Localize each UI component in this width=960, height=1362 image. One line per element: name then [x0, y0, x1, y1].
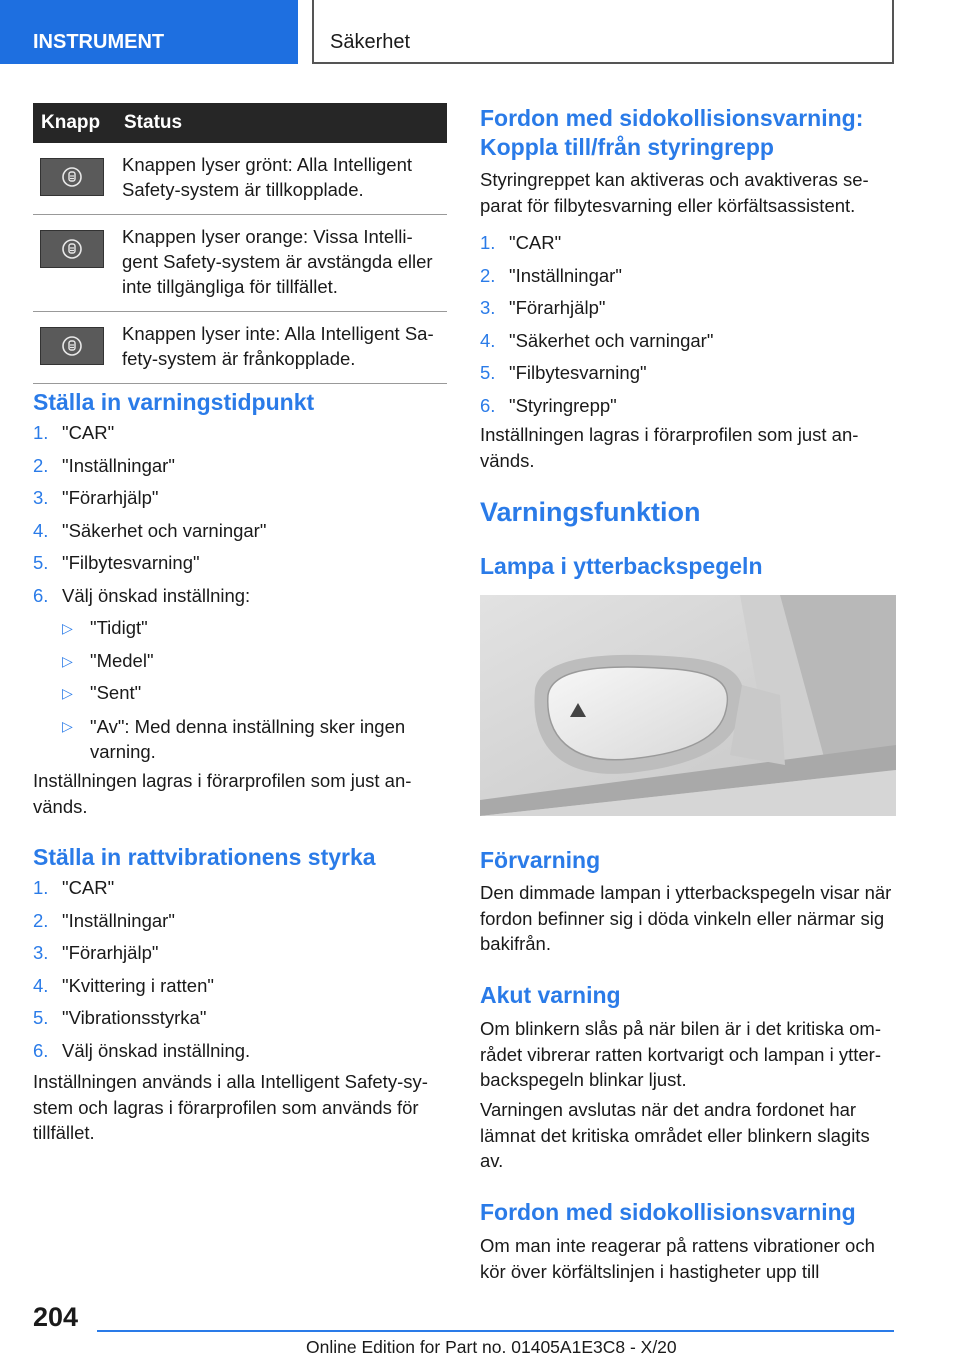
list-item: 5. "Vibrationsstyrka" [33, 1007, 207, 1028]
safety-button-icon [40, 158, 104, 196]
list-item: 6. "Styringrepp" [480, 394, 617, 416]
triangle-bullet-icon: ▷ [62, 652, 73, 669]
list-item: 2. "Inställningar" [480, 264, 622, 286]
footer-divider [97, 1330, 894, 1332]
sidokollision-text: Om man inte reagerar på rattens vibrationer och kör över körfältslinjen i hastigheter upp till [480, 1235, 875, 1282]
forvarning-text: Den dimmade lampan i ytterbackspegeln visar när fordon befinner sig i döda vinkeln eller närmar sig bakifrån. [480, 882, 892, 954]
triangle-bullet-icon: ▷ [62, 717, 73, 734]
list-item: 4. "Säkerhet och varningar" [480, 329, 714, 351]
sub-heading: Lampa i ytterbackspegeln [480, 553, 763, 579]
list-item: ▷ "Tidigt" [62, 612, 447, 645]
akut-text: Om blinkern slås på när bilen är i det kritiska om-rådet vibrerar ratten kortvarigt och lampan i ytter-backspegeln blinkar ljust. [480, 1018, 881, 1090]
list-item: 1. "CAR" [480, 232, 562, 253]
section-heading-styringrepp: Fordon med sidokollisionsvarning: Koppla till/från styringrepp [480, 105, 864, 160]
list-item: 4. "Säkerhet och varningar" [33, 519, 267, 541]
list-item: 3. "Förarhjälp" [33, 487, 159, 508]
button-status-table [33, 103, 447, 384]
list-item: 5. "Filbytesvarning" [480, 362, 647, 383]
list-item: 1. "CAR" [33, 877, 115, 898]
list-item: 6. Välj önskad inställning. [33, 1039, 251, 1061]
status-text: Knappen lyser inte: Alla Intelligent Sa-fety-system är frånkopplade. [122, 312, 447, 384]
list-item: 2. "Inställningar" [33, 909, 175, 931]
main-heading: Varningsfunktion [480, 497, 701, 527]
list-item: 6. Välj önskad inställning: ▷ "Tidigt" ▷ "Medel" ▷ "Sent" ▷ "Av": Med denna inställning sker ingen varning. [33, 580, 447, 765]
intro-text: Styringreppet kan aktiveras och avaktiveras se-parat för filbytesvarning eller körfältsassistent. [480, 169, 869, 216]
table-row [33, 143, 447, 215]
list-item: 4. "Kvittering i ratten" [33, 974, 214, 996]
list-item: ▷ "Av": Med denna inställning sker ingen varning. [62, 715, 406, 762]
steps-list [33, 872, 447, 1067]
table-row [33, 215, 447, 312]
sub-options-list [62, 612, 447, 765]
section-heading-sidokollision: Fordon med sidokollisionsvarning [480, 1199, 856, 1225]
akut-text-2: Varningen avslutas när det andra fordonet har lämnat det kritiska området eller blinkern slagits av. [480, 1099, 870, 1171]
safety-button-icon [40, 230, 104, 268]
note-text: Inställningen lagras i förarprofilen som just an-vänds. [480, 424, 859, 471]
note-text: Inställningen används i alla Intelligent Safety-sy-stem och lagras i förarprofilen som används för tillfället. [33, 1071, 428, 1143]
section-heading-forvarning: Förvarning [480, 847, 601, 873]
section-heading-varningstidpunkt: Ställa in varningstidpunkt [33, 389, 315, 415]
table-row [33, 312, 447, 384]
status-text: Knappen lyser grönt: Alla Intelligent Safety-system är tillkopplade. [122, 143, 447, 215]
table-header-knapp: Knapp [33, 103, 122, 143]
edition-text: Online Edition for Part no. 01405A1E3C8 - X/20 [306, 1337, 677, 1357]
section-tab: INSTRUMENT [0, 0, 298, 64]
table-header-status: Status [122, 103, 447, 143]
list-item: 5. "Filbytesvarning" [33, 552, 200, 573]
note-text: Inställningen lagras i förarprofilen som just an-vänds. [33, 770, 412, 817]
side-mirror-illustration [480, 595, 896, 816]
page-number: 204 [33, 1302, 79, 1332]
safety-button-icon [40, 327, 104, 365]
triangle-bullet-icon: ▷ [62, 620, 73, 636]
list-item: 3. "Förarhjälp" [33, 942, 159, 963]
list-item: ▷ "Medel" [62, 645, 447, 678]
status-text: Knappen lyser orange: Vissa Intelli-gent Safety-system är avstängda eller inte tillgängliga för tillfället. [122, 215, 447, 312]
list-item: 1. "CAR" [33, 422, 115, 443]
list-item: 2. "Inställningar" [33, 454, 175, 476]
triangle-bullet-icon: ▷ [62, 685, 73, 701]
section-heading-akut: Akut varning [480, 982, 621, 1008]
section-heading-rattvibration: Ställa in rattvibrationens styrka [33, 844, 376, 870]
list-item: ▷ "Sent" [62, 677, 447, 710]
list-item: 3. "Förarhjälp" [480, 297, 606, 318]
steps-list [33, 417, 447, 765]
steps-list [480, 227, 896, 422]
page-title: Säkerhet [312, 0, 894, 64]
